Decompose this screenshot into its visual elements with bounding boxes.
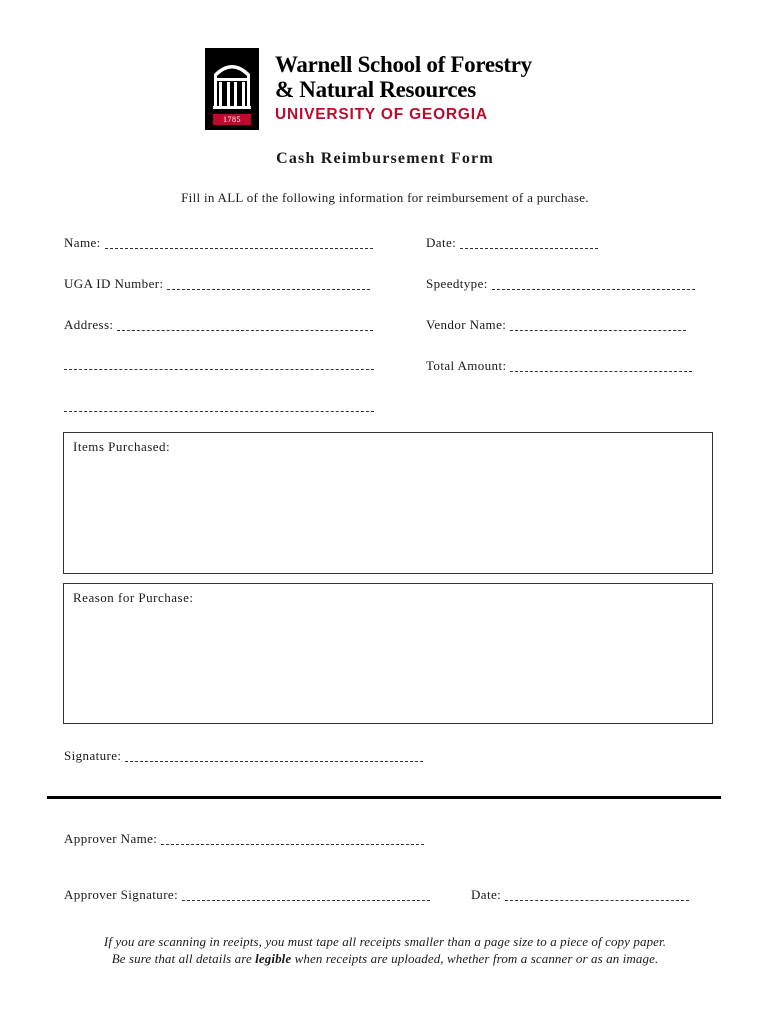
total-amount-field[interactable] bbox=[426, 358, 692, 374]
address-line-3[interactable] bbox=[64, 400, 374, 414]
name-label: Name: bbox=[64, 235, 101, 250]
footnote-line-1: If you are scanning in reeipts, you must tape all receipts smaller than a page size to a piece of copy paper. bbox=[103, 934, 667, 949]
signature-blank[interactable] bbox=[125, 750, 423, 762]
total-amount-blank[interactable] bbox=[510, 360, 692, 372]
approver-date-blank[interactable] bbox=[505, 889, 689, 901]
date-label: Date: bbox=[426, 235, 457, 250]
uga-id-field[interactable] bbox=[64, 276, 370, 292]
items-purchased-label: Items Purchased: bbox=[73, 439, 171, 454]
approver-date-field[interactable] bbox=[471, 887, 689, 903]
vendor-name-field[interactable] bbox=[426, 317, 686, 333]
approver-date-label: Date: bbox=[471, 887, 502, 902]
approver-signature-label: Approver Signature: bbox=[64, 887, 179, 902]
approver-signature-blank[interactable] bbox=[182, 889, 430, 901]
speedtype-field[interactable] bbox=[426, 276, 695, 292]
reason-for-purchase-label: Reason for Purchase: bbox=[73, 590, 194, 605]
items-purchased-box[interactable] bbox=[63, 432, 713, 574]
speedtype-label: Speedtype: bbox=[426, 276, 488, 291]
total-amount-label: Total Amount: bbox=[426, 358, 507, 373]
address-blank-3[interactable] bbox=[64, 400, 374, 412]
name-blank[interactable] bbox=[105, 237, 373, 249]
speedtype-blank[interactable] bbox=[492, 278, 695, 290]
address-blank-1[interactable] bbox=[117, 319, 373, 331]
approver-signature-field[interactable] bbox=[64, 887, 430, 903]
address-blank-2[interactable] bbox=[64, 358, 374, 370]
vendor-name-label: Vendor Name: bbox=[426, 317, 507, 332]
approver-name-label: Approver Name: bbox=[64, 831, 158, 846]
footnote-line-2-start: Be sure that all details are bbox=[111, 951, 252, 966]
approver-name-field[interactable] bbox=[64, 831, 424, 847]
logo-university-name: UNIVERSITY OF GEORGIA bbox=[275, 106, 488, 123]
logo-year-badge: 1785 bbox=[213, 114, 251, 125]
approver-name-blank[interactable] bbox=[161, 833, 424, 845]
section-divider bbox=[47, 796, 721, 799]
date-blank[interactable] bbox=[460, 237, 598, 249]
logo-school-name-line2: & Natural Resources bbox=[275, 77, 476, 102]
reason-for-purchase-box[interactable] bbox=[63, 583, 713, 724]
footnote-line-2 bbox=[0, 951, 770, 967]
footnote-line-2-end: when receipts are uploaded, whether from a scanner or as an image. bbox=[294, 951, 659, 966]
signature-label: Signature: bbox=[64, 748, 122, 763]
address-line-2[interactable] bbox=[64, 358, 374, 372]
logo-school-name-line1: Warnell School of Forestry bbox=[275, 52, 532, 77]
address-field[interactable] bbox=[64, 317, 373, 333]
form-instructions: Fill in ALL of the following information for reimbursement of a purchase. bbox=[181, 190, 589, 205]
vendor-name-blank[interactable] bbox=[510, 319, 686, 331]
trademark-mark: TM bbox=[250, 122, 258, 128]
date-field[interactable] bbox=[426, 235, 598, 251]
address-label: Address: bbox=[64, 317, 114, 332]
signature-field[interactable] bbox=[64, 748, 423, 764]
name-field[interactable] bbox=[64, 235, 373, 251]
form-title: Cash Reimbursement Form bbox=[276, 150, 494, 167]
footnote-legible-emphasis: legible bbox=[255, 951, 292, 966]
uga-id-label: UGA ID Number: bbox=[64, 276, 164, 291]
uga-id-blank[interactable] bbox=[167, 278, 370, 290]
